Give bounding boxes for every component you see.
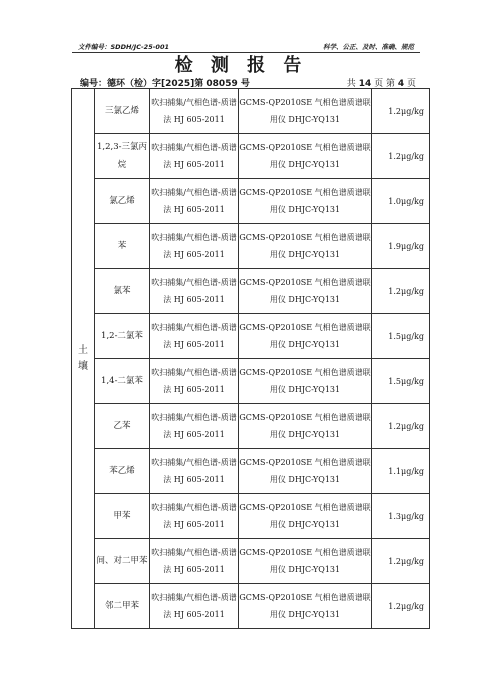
item-cell: 苯 bbox=[95, 224, 150, 269]
table-row bbox=[72, 449, 430, 494]
document-number: 文件编号：SDDH/JC-25-001 bbox=[78, 43, 169, 51]
report-number: 编号：德环（检）字[2025]第 08059 号 bbox=[80, 79, 250, 89]
method-cell: 吹扫捕集/气相色谱-质谱法 HJ 605-2011 bbox=[150, 269, 239, 314]
method-cell: 吹扫捕集/气相色谱-质谱法 HJ 605-2011 bbox=[150, 89, 239, 134]
item-cell: 乙苯 bbox=[95, 404, 150, 449]
item-cell: 1,2-二氯苯 bbox=[95, 314, 150, 359]
method-cell: 吹扫捕集/气相色谱-质谱法 HJ 605-2011 bbox=[150, 404, 239, 449]
method-cell: 吹扫捕集/气相色谱-质谱法 HJ 605-2011 bbox=[150, 584, 239, 629]
test-method-table bbox=[71, 88, 430, 629]
detection-limit-cell: 1.2μg/kg bbox=[372, 269, 430, 314]
item-cell: 1,2,3-三氯丙烷 bbox=[95, 134, 150, 179]
item-cell: 氯乙烯 bbox=[95, 179, 150, 224]
table-row bbox=[72, 584, 430, 629]
detection-limit-cell: 1.5μg/kg bbox=[372, 314, 430, 359]
current-page: 4 bbox=[397, 79, 405, 89]
method-cell: 吹扫捕集/气相色谱-质谱法 HJ 605-2011 bbox=[150, 494, 239, 539]
method-cell: 吹扫捕集/气相色谱-质谱法 HJ 605-2011 bbox=[150, 539, 239, 584]
total-pages: 14 bbox=[358, 79, 372, 89]
table-row bbox=[72, 539, 430, 584]
table-row bbox=[72, 314, 430, 359]
report-meta bbox=[80, 76, 416, 88]
detection-limit-cell: 1.5μg/kg bbox=[372, 359, 430, 404]
method-cell: 吹扫捕集/气相色谱-质谱法 HJ 605-2011 bbox=[150, 314, 239, 359]
detection-limit-cell: 1.2μg/kg bbox=[372, 89, 430, 134]
detection-limit-cell: 1.3μg/kg bbox=[372, 494, 430, 539]
detection-limit-cell: 1.9μg/kg bbox=[372, 224, 430, 269]
table-row bbox=[72, 224, 430, 269]
instrument-cell: GCMS-QP2010SE 气相色谱质谱联用仪 DHJC-YQ131 bbox=[239, 134, 372, 179]
item-cell: 三氯乙烯 bbox=[95, 89, 150, 134]
table-row bbox=[72, 134, 430, 179]
instrument-cell: GCMS-QP2010SE 气相色谱质谱联用仪 DHJC-YQ131 bbox=[239, 224, 372, 269]
page-indicator: 共 14 页 第 4 页 bbox=[346, 79, 416, 89]
instrument-cell: GCMS-QP2010SE 气相色谱质谱联用仪 DHJC-YQ131 bbox=[239, 179, 372, 224]
instrument-cell: GCMS-QP2010SE 气相色谱质谱联用仪 DHJC-YQ131 bbox=[239, 404, 372, 449]
instrument-cell: GCMS-QP2010SE 气相色谱质谱联用仪 DHJC-YQ131 bbox=[239, 314, 372, 359]
item-cell: 甲苯 bbox=[95, 494, 150, 539]
instrument-cell: GCMS-QP2010SE 气相色谱质谱联用仪 DHJC-YQ131 bbox=[239, 359, 372, 404]
detection-limit-cell: 1.2μg/kg bbox=[372, 404, 430, 449]
table-row bbox=[72, 359, 430, 404]
detection-limit-cell: 1.0μg/kg bbox=[372, 179, 430, 224]
method-cell: 吹扫捕集/气相色谱-质谱法 HJ 605-2011 bbox=[150, 224, 239, 269]
instrument-cell: GCMS-QP2010SE 气相色谱质谱联用仪 DHJC-YQ131 bbox=[239, 449, 372, 494]
page-title: 检 测 报 告 bbox=[174, 55, 308, 76]
table-row bbox=[72, 89, 430, 134]
header-motto: 科学、公正、及时、准确、规范 bbox=[323, 43, 414, 51]
instrument-cell: GCMS-QP2010SE 气相色谱质谱联用仪 DHJC-YQ131 bbox=[239, 494, 372, 539]
method-cell: 吹扫捕集/气相色谱-质谱法 HJ 605-2011 bbox=[150, 179, 239, 224]
table-row bbox=[72, 494, 430, 539]
item-cell: 邻二甲苯 bbox=[95, 584, 150, 629]
item-cell: 氯苯 bbox=[95, 269, 150, 314]
detection-limit-cell: 1.2μg/kg bbox=[372, 134, 430, 179]
category-label: 壤 bbox=[78, 360, 88, 372]
item-cell: 苯乙烯 bbox=[95, 449, 150, 494]
table-row bbox=[72, 179, 430, 224]
instrument-cell: GCMS-QP2010SE 气相色谱质谱联用仪 DHJC-YQ131 bbox=[239, 539, 372, 584]
instrument-cell: GCMS-QP2010SE 气相色谱质谱联用仪 DHJC-YQ131 bbox=[239, 269, 372, 314]
instrument-cell: GCMS-QP2010SE 气相色谱质谱联用仪 DHJC-YQ131 bbox=[239, 89, 372, 134]
table-row bbox=[72, 404, 430, 449]
method-cell: 吹扫捕集/气相色谱-质谱法 HJ 605-2011 bbox=[150, 359, 239, 404]
category-cell bbox=[72, 89, 95, 629]
item-cell: 间、对二甲苯 bbox=[95, 539, 150, 584]
detection-limit-cell: 1.2μg/kg bbox=[372, 539, 430, 584]
category-label: 土 bbox=[78, 344, 88, 356]
method-cell: 吹扫捕集/气相色谱-质谱法 HJ 605-2011 bbox=[150, 449, 239, 494]
detection-limit-cell: 1.1μg/kg bbox=[372, 449, 430, 494]
table-row bbox=[72, 269, 430, 314]
item-cell: 1,4-二氯苯 bbox=[95, 359, 150, 404]
method-cell: 吹扫捕集/气相色谱-质谱法 HJ 605-2011 bbox=[150, 134, 239, 179]
instrument-cell: GCMS-QP2010SE 气相色谱质谱联用仪 DHJC-YQ131 bbox=[239, 584, 372, 629]
detection-limit-cell: 1.2μg/kg bbox=[372, 584, 430, 629]
